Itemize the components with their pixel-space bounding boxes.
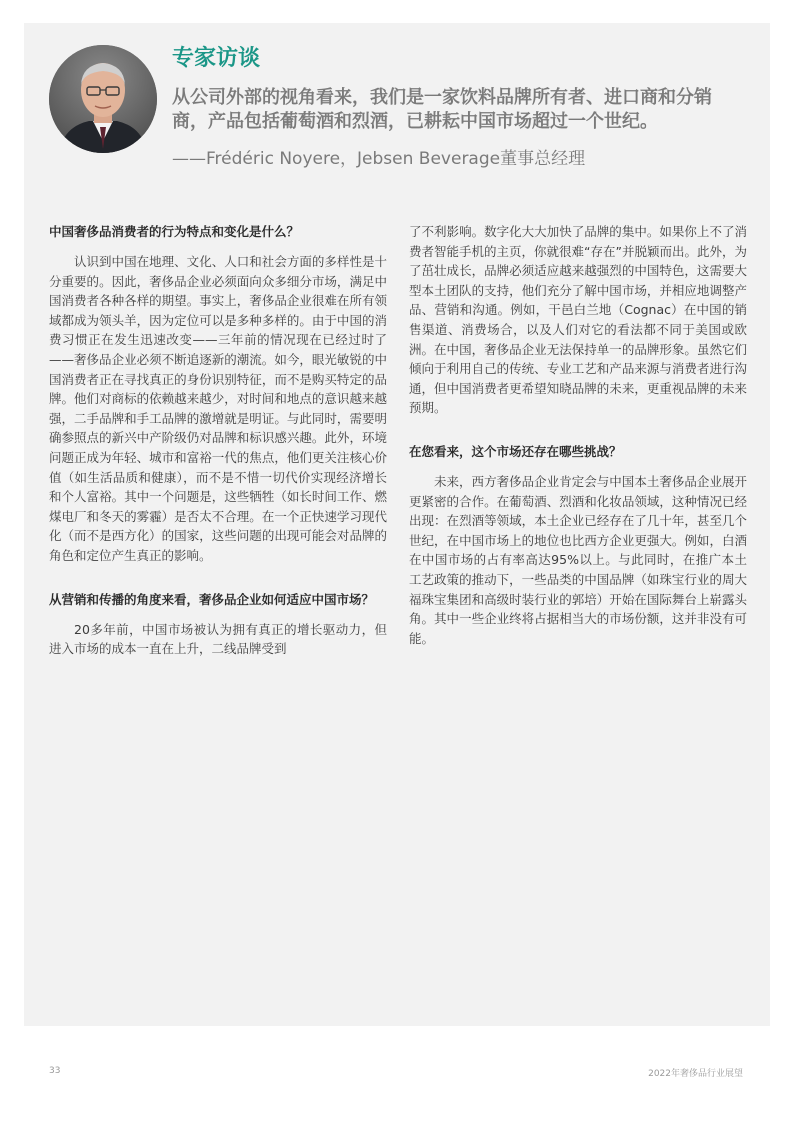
answer-paragraph: 未来，西方奢侈品企业肯定会与中国本土奢侈品企业展开更紧密的合作。在葡萄酒、烈酒和化妆品领域，这种情况已经出现：在烈酒等领域，本土企业已经存在了几十年，甚至几个世纪，在中国市场上的地位也比西方企业更强大。例如，白酒在中国市场的占有率高达95%以上。与此同时，在推广本土工艺政策的推动下，一些品类的中国品牌（如珠宝行业的周大福珠宝集团和高级时装行业的郭培）开始在国际舞台上崭露头角。其中一些企业终将占据相当大的市场份额，这并非没有可能。 — [409, 473, 747, 646]
question-heading: 中国奢侈品消费者的行为特点和变化是什么？ — [49, 224, 300, 239]
answer-paragraph: 20多年前，中国市场被认为拥有真正的增长驱动力，但进入市场的成本一直在上升，二线品牌受到 — [49, 621, 387, 657]
question-heading: 从营销和传播的角度来看，奢侈品企业如何适应中国市场？ — [49, 591, 375, 607]
portrait-image — [49, 45, 157, 153]
answer-paragraph: 认识到中国在地理、文化、人口和社会方面的多样性是十分重要的。因此，奢侈品企业必须面向众多细分市场，满足中国消费者各种各样的期望。事实上，奢侈品企业很难在所有领域都成为领头羊，因为定位可以是多种多样的。由于中国的消费习惯正在发生迅速改变——三年前的情况现在已经过时了——奢侈品企业必须不断追逐新的潮流。如今，眼光敏锐的中国消费者正在寻找真正的身份识别特征，而不是购买特定的品牌。他们对商标的依赖越来越少，对时间和地点的意识越来越强，二手品牌和手工品牌的激增就是明证。与此同时，需要明确参照点的新兴中产阶级仍对品牌和标识感兴趣。此外，环境问题正成为年轻、城市和富裕一代的焦点，他们更关注核心价值（如生活品质和健康），而不是不惜一切代价实现经济增长和个人富裕。其中一个问题是，这些牺牲（如长时间工作、燃煤电厂和冬天的雾霾）是否太不合理。在一个正快速学习现代化（而不是西方化）的国家，这些问题的出现可能会对品牌的角色和定位产生真正的影响。 — [49, 254, 387, 563]
answer-paragraph-continued: 了不利影响。数字化大大加快了品牌的集中。如果你上不了消费者智能手机的主页，你就很难“存在”并脱颖而出。此外，为了茁壮成长，品牌必须适应越来越强烈的中国特色，这需要大型本土团队的支持，他们充分了解中国市场，并相应地调整产品、营销和沟通。例如，干邑白兰地（Cognac）在中国的销售渠道、消费场合，以及人们对它的看法都不同于美国或欧洲。在中国，奢侈品企业无法保持单一的品牌形象。虽然它们倾向于利用自己的传统、专业工艺和产品来源与消费者进行沟通，但中国消费者更希望知晓品牌的未来，更重视品牌的未来预期。 — [409, 224, 747, 416]
report-title: 2022年奢侈品行业展望 — [648, 1069, 743, 1079]
left-column — [49, 222, 387, 683]
page-number: 33 — [49, 1066, 61, 1076]
quote-attribution: ——Frédéric Noyere，Jebsen Beverage董事总经理 — [172, 149, 586, 169]
question-heading: 在您看来，这个市场还存在哪些挑战？ — [409, 443, 622, 459]
expert-portrait — [49, 45, 157, 153]
section-title: 专家访谈 — [172, 46, 261, 71]
expert-quote: 从公司外部的视角看来，我们是一家饮料品牌所有者、进口商和分销商，产品包括葡萄酒和烈酒，已耕耘中国市场超过一个世纪。 — [172, 87, 712, 132]
right-column — [409, 222, 747, 672]
